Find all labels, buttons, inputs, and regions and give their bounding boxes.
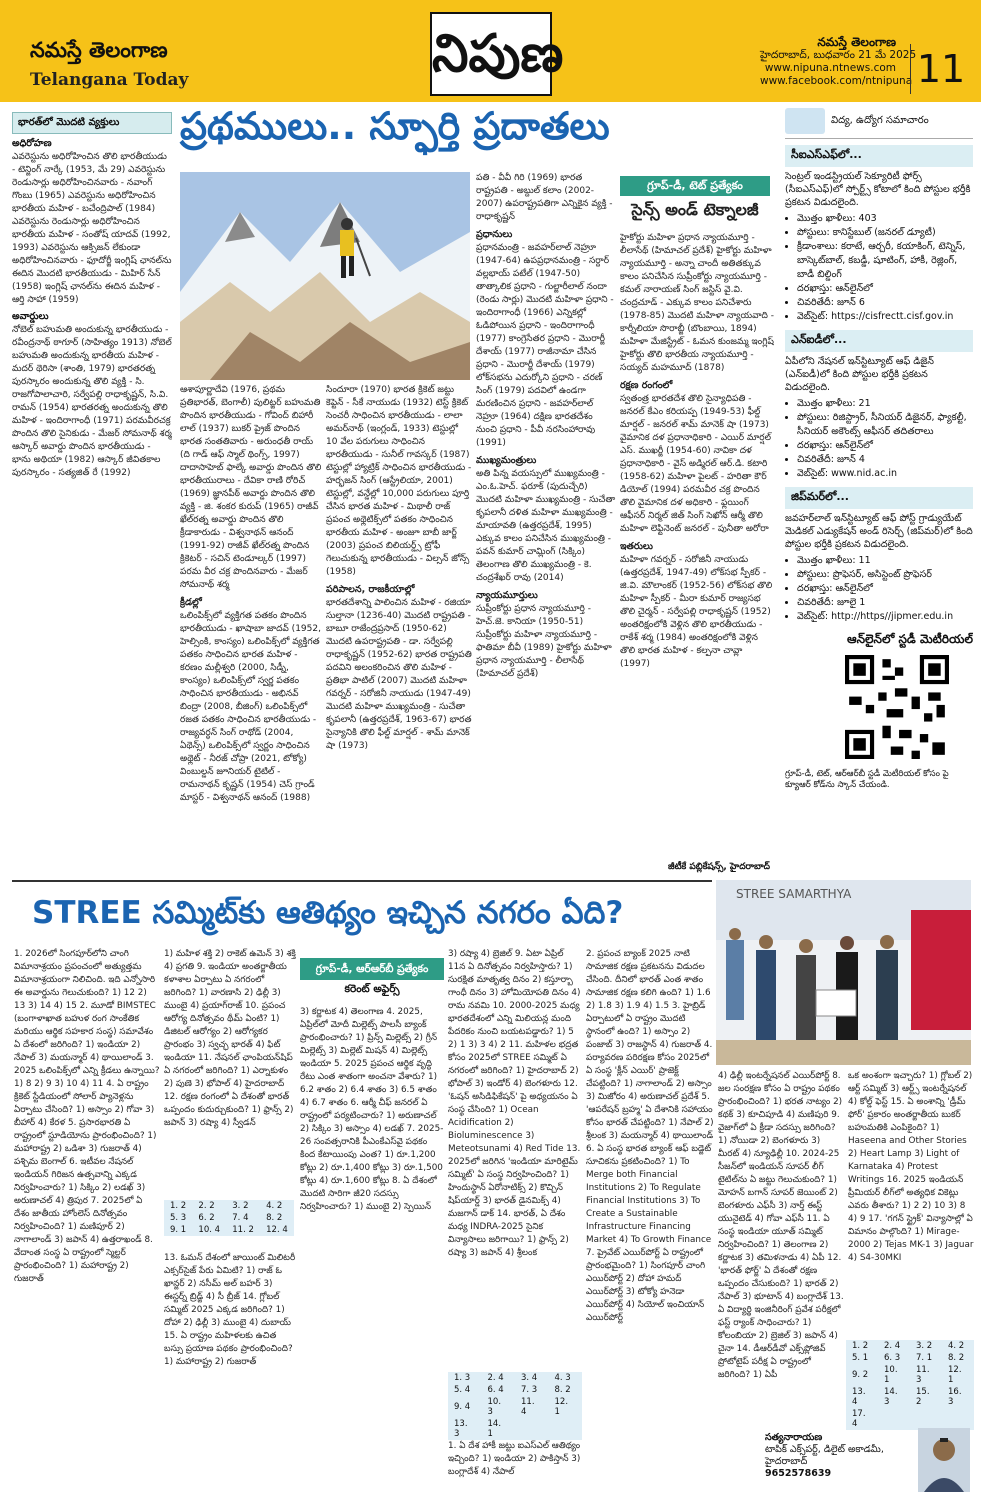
newspaper-logo-english: Telangana Today xyxy=(30,70,189,90)
answer-cell: 1. 2 xyxy=(170,1201,187,1211)
answer-cell: 7. 4 xyxy=(232,1213,249,1223)
qr-code-icon[interactable] xyxy=(845,655,949,759)
paper-name: నమస్తే తెలంగాణ xyxy=(817,35,896,49)
job-detail: • పోస్టులు: రిజిస్ట్రార్, సీనియర్ డిజైనర్, ఫ్యాకల్టీ, సీనియర్ అకౌంట్స్ ఆఫీసర్ తదితరాలు xyxy=(797,411,973,439)
job-details xyxy=(785,397,973,481)
article-text: సిందూరా (1970) భారత క్రికెట్ జట్టు కెప్టెన్ - సీకే నాయుడు (1932) టెస్ట్ క్రికెట్ సెంచరీ సాధించిన భారతీయుడు - లాలా అమర్‌నాథ్ (ఇంగ్లండ్, 1933) టెస్టుల్లో 10 వేల పరుగులు సాధించిన భారతీయుడు - సునీల్ గావస్కర్ (1987) టెస్టుల్లో హ్యాట్రిక్ సాధించిన భారతీయుడు - హర్భజన్ సింగ్ (ఆస్ట్రేలియా, 2001) టెస్టుల్లో, వన్డేల్లో 10,000 పరుగులు పూర్తి చేసిన భారత మహిళ - మిథాలీ రాజ్ ప్రపంచ అథ్లెటిక్స్‌లో పతకం సాధించిన భారతీయ మహిళ - అంజూ బాబీ జార్జ్ (2003) ప్రపంచ బిలియర్డ్స్ ట్రోఫీ గెలుచుకున్న భారతీయుడు - విల్సన్ జోన్స్ (1958) xyxy=(326,385,472,577)
date-line: హైదరాబాద్, బుధవారం 21 మే 2025 xyxy=(760,49,917,61)
answer-cell: 2. 4 xyxy=(487,1373,504,1383)
answer-row xyxy=(448,1418,582,1440)
jobs-column-header xyxy=(785,108,973,139)
answer-cell: 10. 3 xyxy=(487,1397,502,1417)
answer-cell: 6. 3 xyxy=(884,1353,901,1363)
job-detail: • చివరితేదీ: జూన్ 4 xyxy=(797,453,973,467)
article-text: సుప్రీంకోర్టు ప్రధాన న్యాయమూర్తి - హెచ్.జె. కానియా (1950-51) సుప్రీంకోర్టు మహిళా న్యాయమూర్తి - ఫాతిమా బీవీ (1989) హైకోర్టు మహిళా ప్రధాన న్యాయమూర్తి - లీలాసేథ్ (హిమాచల్ ప్రదేశ్) xyxy=(476,604,612,679)
article-text: అతి పిన్న వయస్సులో ముఖ్యమంత్రి - ఎం.ఓ.హెచ్. ఫరూక్ (పుదుచ్చేరి) మొదటి మహిళా ముఖ్యమంత్రి - సుచేతా కృపలానీ దళిత మహిళా ముఖ్యమంత్రి - మాయావతి (ఉత్తరప్రదేశ్, 1995) ఎక్కువ కాలం పనిచేసిన ముఖ్యమంత్రి - పవన్ కుమార్ చామ్లింగ్ (సిక్కిం) తెలంగాణ తొలి ముఖ్యమంత్రి - కె. చంద్రశేఖర్ రావు (2014) xyxy=(476,469,616,583)
author-photo xyxy=(918,1428,970,1492)
article-text: ఆశాపూర్ణాదేవి (1976, ప్రథమ ప్రతిభారత్, బెంగాలీ) పులిట్జర్ బహుమతి పొందిన భారతీయుడు - గోవింద్ బిహారీ లాల్ (1937) బుకర్ ప్రైజ్ పొందిన భారత సంతతివారు - అరుంధతీ రాయ్ (ది గాడ్ ఆఫ్ స్మాల్ థింగ్స్, 1997) దాదాసాహెబ్ ఫాల్కే అవార్డు పొందిన తొలి భారతీయురాలు - దేవికా రాణి రోరిచ్ (1969) జ్ఞానపీఠ్ అవార్డు పొందిన తొలి వ్యక్తి - జి. శంకర కురుప్ (1965) రాజీవ్ ఖేల్‌రత్న అవార్డు పొందిన తొలి క్రీడాకారుడు - విశ్వనాథన్ ఆనంద్ (1991-92) రాజీవ్ ఖేల్‌రత్న పొందిన క్రికెటర్ - సచిన్ టెండూల్కర్ (1997) పరమ వీర చక్ర పొందినవారు - మేజర్ సోమనాథ్ శర్మ xyxy=(180,385,322,590)
article-subhead: ఇతరులు xyxy=(620,541,653,552)
article-subhead: పరిపాలన, రాజకీయాల్లో xyxy=(326,584,415,595)
author-phone: 9652578639 xyxy=(765,1468,832,1479)
job-detail: • పోస్టులు: ప్రొఫెసర్, అసిస్టెంట్ ప్రొఫెసర్ xyxy=(797,568,973,582)
answer-cell: 14. 1 xyxy=(487,1419,502,1439)
quiz-questions: 1. 2026లో సింగపూర్‌లోని చాంగి విమానాశ్రయం ప్రపంచంలో అత్యుత్తమ విమానాశ్రయంగా నిలిచింది. ఇది ఎన్నోసారి ఈ అవార్డును గెలుచుకుంది? 1) 12 2) 13 3) 14 4) 15 2. మూడో BIMSTEC (బంగాళాఖాత బహుళ రంగ సాంకేతిక మరియు ఆర్థిక సహకార సంస్థ) సమావేశం ఏ దేశంలో జరిగింది? 1) ఇండియా 2) నేపాల్ 3) మయన్మార్ 4) థాయిలాండ్ 3. 2025 ఒలింపిక్స్‌లో ఎన్ని క్రీడలు ఉన్నాయి? 1) 8 2) 9 3) 10 4) 11 4. ఏ రాష్ట్రం క్రికెట్ స్టేడియంలో సోలార్ ప్యానెళ్లను ఏర్పాటు చేసింది? 1) అస్సాం 2) గోవా 3) బీహార్ 4) కేరళ 5. ప్రసారభారతి ఏ రాష్ట్రంలో స్టూడియోను ప్రారంభించింది? 1) మహారాష్ట్ర 2) ఒడిశా 3) గుజరాత్ 4) పశ్చిమ బెంగాల్ 6. ఇటీవల నేషనల్ ఇండియన్ గిరిజన ఉత్సవాన్ని ఎక్కడ నిర్వహించారు? 1) సిక్కిం 2) లడఖ్ 3) అరుణాచల్ 4) త్రిపుర 7. 2025లో ఏ దేశం జాతీయ హోంలెస్ దినోత్సవం నిర్వహించింది? 1) మణిపూర్ 2) నాగాలాండ్ 3) జపాన్ 4) ఉత్తరాఖండ్ 8. వేదాంత సంస్థ ఏ రాష్ట్రంలో స్మెల్టర్ ప్రారంభించింది? 1) మహారాష్ట్ర 2) గుజరాత్ xyxy=(14,949,160,1284)
masthead-info xyxy=(760,35,917,88)
quiz-section-subject: కరెంట్ అఫైర్స్ xyxy=(344,983,400,995)
quiz-questions: 3) కర్ణాటక 4) తెలంగాణ 4. 2025, ఏప్రిల్‌లో మోదీ మిల్లెట్స్ పాలసీ బ్యాంక్ ప్రారంభించారు? 1) ప్రిన్స్ మిల్లెట్స్ 2) గ్రీన్ మిల్లెట్స్ 3) మిల్లెట్ మిషన్ 4) మిల్లెట్స్ ఇండియా 5. 2025 ప్రపంచ ఆర్థిక వృద్ధి రేటు ఎంత శాతంగా అంచనా వేశారు? 1) 6.2 శాతం 2) 6.4 శాతం 3) 6.5 శాతం 4) 6.7 శాతం 6. ఆర్మీ చీఫ్ జనరల్ ఏ రాష్ట్రంలో పర్యటించారు? 1) అరుణాచల్ 2) సిక్కిం 3) అస్సాం 4) లడఖ్ 7. 2025-26 సంవత్సరానికి పీఎంకేఎస్‌వై పథకం కింద కేటాయింపు ఎంత? 1) రూ.1,200 కోట్లు 2) రూ.1,400 కోట్లు 3) రూ.1,500 కోట్లు 4) రూ.1,600 కోట్లు 8. ఏ దేశంలో మొదటి సారిగా జీ20 సదస్సు నిర్వహించారు? 1) ముంబై 2) స్పెయిన్ xyxy=(300,1007,444,1212)
article-subhead: క్రీడల్లో xyxy=(180,597,202,608)
article-subhead: ప్రధానులు xyxy=(476,229,513,240)
answer-table-1 xyxy=(164,1200,294,1236)
article-text: ఒలింపిక్స్‌లో వ్యక్తిగత పతకం పొందిన భారతీయుడు - ఖాషాబా జాదవ్ (1952, హెల్సింకి, కాంస్యం) ఒలింపిక్స్‌లో వ్యక్తిగత పతకం సాధించిన భారత మహిళ - కరణం మల్లీశ్వరి (2000, సిడ్నీ, కాంస్యం) ఒలింపిక్స్‌లో స్వర్ణ పతకం సాధించిన భారతీయుడు - అభినవ్ బింద్రా (2008, బీజింగ్) ఒలింపిక్స్‌లో రజత పతకం సాధించిన భారతీయుడు - రాజ్యవర్ధన్ సింగ్ రాథోడ్ (2004, ఏథెన్స్) ఒలింపిక్స్‌లో స్వర్ణం సాధించిన అథ్లెట్ - నీరజ్ చోప్రా (2021, టోక్యో) వింబుల్డన్ జూనియర్ టైటిల్ - రామనాథన్ కృష్ణన్ (1954) చెస్ గ్రాండ్ మాస్టర్ - విశ్వనాథన్ ఆనంద్ (1988) xyxy=(180,611,321,803)
job-intro: జవహర్‌లాల్ ఇన్‌స్టిట్యూట్ ఆఫ్ పోస్ట్ గ్రాడ్యుయేట్ మెడికల్ ఎడ్యుకేషన్ అండ్ రిసెర్చ్ (జిప్‌మర్)లో కింది పోస్టుల భర్తీకి ప్రకటన విడుదలైంది. xyxy=(785,513,973,550)
job-detail: • మొత్తం ఖాళీలు: 11 xyxy=(797,554,973,568)
mountain-illustration xyxy=(180,172,470,380)
answer-row xyxy=(846,1352,974,1364)
study-material-title: ఆన్‌లైన్‌లో స్టడీ మెటీరియల్ xyxy=(847,632,973,646)
quiz-questions: 3) రష్యా 4) బ్రెజిల్ 9. ఏటా ఏప్రిల్ 11న ఏ దినోత్సవం నిర్వహిస్తారు? 1) సురక్షిత మాతృత్వ దినం 2) కస్తూర్బా గాంధీ దినం 3) హోమియోపతి దినం 4) రామ నవమి 10. 2000-2025 మధ్య భారతదేశంలో ఎన్ని మిలియన్ల మంది పేదరికం నుంచి బయటపడ్డారు? 1) 5 2) 1 3) 3 4) 2 11. మహిళల భద్రత కోసం 2025లో STREE సమ్మిట్ ఏ నగరంలో జరిగింది? 1) హైదరాబాద్ 2) భోపాల్ 3) ఇండోర్ 4) బెంగళూరు 12. 'ఓషన్ అసిడిఫికేషన్' పై అధ్యయనం ఏ సంస్థ చేసింది? 1) Ocean Acidification 2) Bioluminescence 3) Meteotsunami 4) Red Tide 13. 2025లో జరిగిన 'ఇండియా మారిటైమ్ సమ్మిట్' ఏ సంస్థ నిర్వహించింది? 1) హిందుస్థాన్ ఏరోనాటిక్స్ 2) కొచ్చిన్ షిప్‌యార్డ్ 3) భారత్ డైనమిక్స్ 4) మజగాన్ డాక్ 14. భారత్, ఏ దేశం మధ్య INDRA-2025 సైనిక విన్యాసాలు జరిగాయి? 1) ఫ్రాన్స్ 2) రష్యా 3) జపాన్ 4) శ్రీలంక xyxy=(448,949,581,1258)
answer-cell: 17. 4 xyxy=(852,1409,866,1429)
job-detail: • దరఖాస్తు: ఆన్‌లైన్‌లో xyxy=(797,582,973,596)
answer-cell xyxy=(878,1408,910,1430)
job-details xyxy=(785,554,973,624)
job-detail: • చివరితేదీ: జూలై 1 xyxy=(797,596,973,610)
website-link[interactable]: www.nipuna.ntnews.com xyxy=(764,62,896,74)
answer-table-2 xyxy=(448,1372,582,1440)
article-column-2 xyxy=(326,384,472,864)
author-name: సత్యనారాయణ xyxy=(765,1432,823,1443)
answer-cell: 9. 1 xyxy=(170,1225,187,1235)
answer-row xyxy=(448,1372,582,1384)
quiz-questions: 13. ఓమన్ దేశంలో జాయింట్ మిలిటరీ ఎక్సర్‌సైజ్ పేరు ఏమిటి? 1) రాజ్ ఓ ఖాన్జర్ 2) నసీమ్ అల్ బహర్ 3) ఈస్టర్న్ బ్రిడ్జ్ 4) సీ బ్రీజ్ 14. గ్లోబల్ సమ్మిట్ 2025 ఎక్కడ జరిగింది? 1) దోహా 2) ఢిల్లీ 3) ముంబై 4) దుబాయ్ 15. ఏ రాష్ట్రం మహిళలకు ఉచిత బస్సు ప్రయాణ పథకం ప్రారంభించింది? 1) మహారాష్ట్ర 2) గుజరాత్ xyxy=(164,1253,296,1367)
page-number: 11 xyxy=(910,44,971,94)
job-detail: • పోస్టులు: కానిస్టేబుల్ (జనరల్ డ్యూటీ) xyxy=(797,226,973,240)
sidebar-header: భారత్‌లో మొదటి వ్యక్తులు xyxy=(12,112,172,134)
answer-cell: 9. 4 xyxy=(454,1402,471,1412)
quiz-column-7 xyxy=(848,1070,974,1336)
person-icon xyxy=(918,1428,970,1492)
job-heading: జిప్‌మర్‌లో... xyxy=(785,487,973,509)
banner-text: STREE SAMARTHYA xyxy=(736,887,852,901)
answer-cell: 3. 2 xyxy=(232,1201,249,1211)
mountaineer-photo xyxy=(180,172,470,380)
article-column-4 xyxy=(620,232,774,858)
sidebar-text: ఎవరెస్టును అధిరోహించిన తొలి భారతీయుడు - టెన్జింగ్ నార్కే (1953, మే 29) ఎవరెస్టును రెండుసార్లు అధిరోహించినవారు - నవాంగ్ గొంబు (1965) ఎవరెస్టును అధిరోహించిన భారతీయ మహిళ - బచేంద్రిపాల్ (1984) ఎవరెస్టును రెండుసార్లు అధిరోహించిన భారతీయ మహిళ - సంతోష్ యాదవ్ (1992, 1993) ఎవరెస్టును ఆక్సిజన్ లేకుండా అధిరోహించినవారు - ఫూదోర్జీ ఇంగ్లిష్ ఛానల్‌ను ఈదిన మొదటి భారతీయుడు - మిహిర్ సేన్ (1958) ఇంగ్లిష్ ఛానల్‌ను ఈదిన మహిళ - ఆర్తి సాహా (1959) xyxy=(12,152,172,305)
quiz-column-2 xyxy=(164,948,296,1198)
answer-table-3 xyxy=(846,1340,974,1430)
supplement-title: నిపుణ xyxy=(430,12,552,96)
publisher-credit: జీటీకే పబ్లికేషన్స్, హైదరాబాద్ xyxy=(668,862,770,872)
answer-cell: 16. 3 xyxy=(948,1387,962,1407)
jobs-column-title: విద్య, ఉద్యోగ సమాచారం xyxy=(831,115,929,126)
answer-cell: 11. 2 xyxy=(232,1225,254,1235)
answer-row xyxy=(846,1386,974,1408)
answer-cell: 5. 4 xyxy=(454,1385,471,1395)
section-tag: గ్రూప్-డీ, టెట్ ప్రత్యేకం xyxy=(620,176,770,196)
article-text: పతి - వీవీ గిరి (1969) భారత రాష్ట్రపతి - అబ్దుల్ కలాం (2002-2007) ఉపరాష్ట్రపతిగా ఎన్నికైన వ్యక్తి - రాధాకృష్ణన్ xyxy=(476,173,613,222)
answer-cell: 4. 2 xyxy=(266,1201,283,1211)
job-detail: • మొత్తం ఖాళీలు: 403 xyxy=(797,212,973,226)
answer-cell: 14. 3 xyxy=(884,1387,898,1407)
quiz-questions: 1. ఏ దేశ హాకీ జట్టు ఐఎస్‌ఎల్ ఆతిథ్యం ఇచ్చింది? 1) ఇండియా 2) పాకిస్తాన్ 3) బంగ్లాదేశ్ 4) నేపాల్ xyxy=(448,1441,581,1477)
quiz-questions: ఒక అంశంగా ఇచ్చారు? 1) గ్లోబల్ 2) ఆర్ట్ సమ్మిట్ 3) ఆర్ట్స్ ఇంటర్నేషనల్ 4) కోల్డ్ ఫెస్ట్ 15. ఏ అంశాన్ని 'డ్రీమ్ ఫోర్' ప్రకారం అంతర్జాతీయ బుకర్ బహుమతికి ఎంపికైంది? 1) Haseena and Other Stories 2) Heart Lamp 3) Light of Karnataka 4) Protest Writings 16. 2025 ఇండియన్ ప్రీమియర్ లీగ్‌లో అత్యధిక వికెట్లు ఎవరు తీశారు? 1) 2 2) 10 3) 8 4) 9 17. 'గగన్ స్ట్రైక్' విన్యాసాల్లో ఏ విమానం పాల్గొంది? 1) Mirage-2000 2) Tejas MK-1 3) Jaguar 4) S4-30MKI xyxy=(848,1071,974,1263)
answer-cell: 1. 2 xyxy=(852,1341,869,1351)
answer-row xyxy=(846,1364,974,1386)
article-subhead: రక్షణ రంగంలో xyxy=(620,380,673,391)
quiz-column-4b xyxy=(448,1440,582,1494)
article-column-1 xyxy=(180,384,322,864)
answer-cell: 3. 2 xyxy=(916,1341,933,1351)
jobs-column xyxy=(785,108,973,868)
article-text: ప్రధానమంత్రి - జవహర్‌లాల్ నెహ్రూ (1947-64) ఉపప్రధానమంత్రి - సర్దార్ వల్లభాయ్ పటేల్ (1947-50) తాత్కాలిక ప్రధాని - గుల్జారీలాల్ నందా (రెండు సార్లు) మొదటి మహిళా ప్రధాని - ఇందిరాగాంధీ (1966) ఎన్నికల్లో ఓడిపోయిన ప్రధాని - ఇందిరాగాంధీ (1977) కాంగ్రెసేతర ప్రధాని - మొరార్జీ దేశాయ్ (1977) రాజీనామా చేసిన ప్రధాని - మొరార్జీ దేశాయ్ (1979) లోక్‌సభను ఎదుర్కోని ప్రధాని - చరణ్ సింగ్ (1979) పదవిలో ఉండగా మరణించిన ప్రధాని - జవహర్‌లాల్ నెహ్రూ (1964) దక్షిణ భారతదేశం నుంచి ప్రధాని - పీవీ నరసింహారావు (1991) xyxy=(476,243,614,448)
job-details xyxy=(785,212,973,324)
answer-row xyxy=(846,1340,974,1352)
answer-cell: 6. 2 xyxy=(198,1213,215,1223)
answer-cell xyxy=(515,1418,549,1440)
quiz-column-6 xyxy=(718,1070,844,1494)
article-text: హైకోర్టు మహిళా ప్రధాన న్యాయమూర్తి - లీలాసేథ్ (హిమాచల్ ప్రదేశ్) హైకోర్టు మహిళా న్యాయమూర్తి - అన్నా చాందీ అతితక్కువ కాలం పనిచేసిన సుప్రీంకోర్టు న్యాయమూర్తి - కమల్ నారాయణ్ సింగ్ జస్టిస్ వై.వి. చంద్రచూడ్ - ఎక్కువ కాలం పనిచేశారు (1978-85) మొదటి మహిళా న్యాయవాది - కార్నీలియా సొరాబ్జీ (బొంబాయి, 1894) మహిళా మేజిస్ట్రేట్ - ఓమన కుంజమ్మ ఇంగ్లిష్ హైకోర్టు తొలి భారతీయ న్యాయమూర్తి - సయ్యద్ మహమూద్ (1878) xyxy=(620,233,774,373)
answer-row xyxy=(448,1396,582,1418)
job-detail: • చివరితేదీ: జూన్ 6 xyxy=(797,296,973,310)
quiz-column-2b xyxy=(164,1252,296,1492)
event-illustration xyxy=(716,880,971,1065)
answer-cell: 7. 3 xyxy=(521,1385,538,1395)
answer-cell: 13. 3 xyxy=(454,1419,468,1439)
answer-row xyxy=(846,1408,974,1430)
article-text: భారతదేశాన్ని పాలించిన మహిళ - రజియా సుల్తానా (1236-40) మొదటి రాష్ట్రపతి - బాబూ రాజేంద్రప్రసాద్ (1950-62) మొదటి ఉపరాష్ట్రపతి - డా. సర్వేపల్లి రాధాకృష్ణన్ (1952-62) భారత రాష్ట్రపతి పదవిని అలంకరించిన తొలి మహిళ - ప్రతిభా పాటిల్ (2007) మొదటి మహిళా గవర్నర్ - సరోజినీ నాయుడు (1947-49) మొదటి మహిళా ముఖ్యమంత్రి - సుచేతా కృపలానీ (ఉత్తరప్రదేశ్, 1963-67) భారత సైన్యానికి తొలి ఫీల్డ్ మార్షల్ - శామ్ మానెక్ షా (1973) xyxy=(326,598,472,751)
sidebar-subhead: అవార్డులు xyxy=(12,311,49,322)
answer-row xyxy=(164,1212,294,1224)
answer-cell: 8. 2 xyxy=(266,1213,283,1223)
author-role: టాపిక్ ఎక్స్‌పర్ట్, డిలైట్ అకాడమీ, హైదరాబాద్ xyxy=(765,1444,884,1467)
qr-note: గ్రూప్-డీ, టెట్, ఆర్ఆర్‌బీ స్టడీ మెటీరియల్ కోసం పై క్యూఆర్ కోడ్‌ను స్కాన్ చేయండి. xyxy=(785,769,949,790)
graduation-icon xyxy=(785,108,825,134)
answer-cell: 1. 3 xyxy=(454,1373,471,1383)
answer-row xyxy=(164,1200,294,1212)
answer-cell: 12. 1 xyxy=(554,1397,569,1417)
answer-cell: 4. 2 xyxy=(948,1341,965,1351)
quiz-headline: STREE సమ్మిట్‌కు ఆతిథ్యం ఇచ్చిన నగరం ఏది? xyxy=(32,895,624,931)
job-website-link[interactable]: • వెబ్‌సైట్: http://https//jipmer.edu.in xyxy=(797,610,973,624)
quiz-column-3 xyxy=(300,1006,444,1492)
quiz-column-5 xyxy=(586,948,714,1494)
answer-cell: 12. 1 xyxy=(948,1365,962,1385)
article-text: మహిళా గవర్నర్ - సరోజినీ నాయుడు (ఉత్తరప్రదేశ్, 1947-49) లోక్‌సభ స్పీకర్ - జి.వి. మౌలాంకర్ (1952-56) లోక్‌సభ తొలి మహిళా స్పీకర్ - మీరా కుమార్ రాజ్యసభ తొలి చైర్మన్ - సర్వేపల్లి రాధాకృష్ణన్ (1952) అంతరిక్షంలోకి వెళ్లిన తొలి భారతీయుడు - రాకేశ్ శర్మ (1984) అంతరిక్షంలోకి వెళ్లిన తొలి భారత మహిళ - కల్పనా చావ్లా (1997) xyxy=(620,555,773,669)
answer-cell: 12. 4 xyxy=(266,1225,288,1235)
facebook-link[interactable]: www.facebook.com/ntnipuna xyxy=(760,75,913,87)
answer-row xyxy=(164,1224,294,1236)
article-subhead: ముఖ్యమంత్రులు xyxy=(476,455,537,466)
job-detail: • క్రీడాంశాలు: కరాటే, ఆర్చరీ, కయాకింగ్, టెన్నిస్, బాస్కెట్‌బాల్, కబడ్డీ, షూటింగ్, హాకీ, రెజ్లింగ్, బాడీ బిల్డింగ్ xyxy=(797,240,973,282)
job-website-link[interactable]: • వెబ్‌సైట్: www.nid.ac.in xyxy=(797,467,973,481)
quiz-column-4 xyxy=(448,948,582,1368)
quiz-section-tag: గ్రూప్-డీ, ఆర్ఆర్‌బీ ప్రత్యేకం xyxy=(300,958,444,980)
sidebar-text: నోబెల్ బహుమతి అందుకున్న భారతీయుడు - రవీంద్రనాథ్ ఠాగూర్ (సాహిత్యం 1913) నోబెల్ బహుమతి అందుకున్న భారతీయ మహిళ - మదర్ థెరిసా (శాంతి, 1979) భారతరత్న పురస్కారం అందుకున్న తొలి వ్యక్తి - సి. రాజగోపాలాచారి, సర్వేపల్లి రాధాకృష్ణన్, సి.వి. రామన్ (1954) భారతరత్న అందుకున్న తొలి మహిళ - ఇందిరాగాంధీ (1971) పరమవీరచక్ర పొందిన తొలి సైనికుడు - మేజర్ సోమనాథ్ శర్మ ఆస్కార్ అవార్డు పొందిన భారతీయుడు - భాను అథియా (1982) ఆస్కార్ జీవితకాల పురస్కారం - సత్యజిత్ రే (1992) xyxy=(12,325,172,478)
section-divider xyxy=(12,880,712,882)
article-column-3 xyxy=(476,172,616,864)
job-detail: • దరఖాస్తు: ఆన్‌లైన్‌లో xyxy=(797,439,973,453)
answer-cell: 2. 4 xyxy=(884,1341,901,1351)
job-heading: సీఐఎస్ఎఫ్‌లో... xyxy=(785,145,973,167)
answer-cell: 7. 1 xyxy=(916,1353,933,1363)
job-intro: ఏపీలోని నేషనల్ ఇన్‌స్టిట్యూట్ ఆఫ్ డిజైన్ (ఎన్ఐడీ)లో కింది పోస్టుల భర్తీకి ప్రకటన విడుదలైంది. xyxy=(785,356,934,393)
answer-row xyxy=(448,1384,582,1396)
answer-cell: 6. 4 xyxy=(487,1385,504,1395)
newspaper-logo-telugu: నమస్తే తెలంగాణ xyxy=(30,38,168,62)
section-subject: సైన్స్ అండ్ టెక్నాలజీ xyxy=(631,200,759,219)
stree-summit-photo xyxy=(716,880,971,1065)
answer-cell: 2. 2 xyxy=(198,1201,215,1211)
job-intro: సెంట్రల్ ఇండస్ట్రియల్ సెక్యూరిటీ ఫోర్స్ (సీఐఎస్ఎఫ్)లో స్పోర్ట్స్ కోటాలో కింది పోస్టుల భర్తీకి ప్రకటన విడుదలైంది. xyxy=(785,171,971,208)
answer-cell: 5. 3 xyxy=(170,1213,187,1223)
quiz-questions: 2. ప్రపంచ బ్యాంక్ 2025 నాటి సామాజిక రక్షణ ప్రకటనను విడుదల చేసింది. దీనిలో భారత్ ఎంత శాతం సామాజిక రక్షణ కలిగి ఉంది? 1) 1.6 2) 1.8 3) 1.9 4) 1.5 3. హైబ్రిడ్ ఏర్పాటులో ఏ రాష్ట్రం మొదటి స్థానంలో ఉంది? 1) అస్సాం 2) పంజాబ్ 3) రాజస్థాన్ 4) గుజరాత్ 4. పర్యావరణ పరిరక్షణ కోసం 2025లో ఏ సంస్థ 'క్లీన్ ఎయిర్' ప్రాజెక్ట్ చేపట్టింది? 1) నాగాలాండ్ 2) అస్సాం 3) మిజోరం 4) అరుణాచల్ ప్రదేశ్ 5. 'ఆపరేషన్ బ్రహ్మ' ఏ దేశానికి సహాయం కోసం భారత్ చేపట్టింది? 1) నేపాల్ 2) శ్రీలంక 3) మయన్మార్ 4) థాయిలాండ్ 6. ఏ సంస్థ భారత బ్యాంక్ ఆఫ్ బడ్జెట్ సూచికను ప్రకటించింది? 1) To Merge both Financial Institutions 2) To Regulate Financial Institutions 3) To Create a Sustainable Infrastructure Financing Market 4) To Growth Finance 7. ప్రైవేట్ ఎయిర్‌పోర్ట్ ఏ రాష్ట్రంలో ప్రారంభమైంది? 1) సింగపూర్ చాంగి ఎయిర్‌పోర్ట్ 2) దోహా హమద్ ఎయిర్‌పోర్ట్ 3) టోక్యో హనెడా ఎయిర్‌పోర్ట్ 4) సియోల్ ఇంచియాన్ ఎయిర్‌పోర్ట్ xyxy=(586,949,714,1323)
answer-cell xyxy=(942,1408,974,1430)
answer-cell: 11. 3 xyxy=(916,1365,930,1385)
job-detail: • మొత్తం ఖాళీలు: 21 xyxy=(797,397,973,411)
answer-cell: 5. 1 xyxy=(852,1353,869,1363)
answer-cell xyxy=(910,1408,942,1430)
answer-cell xyxy=(549,1418,583,1440)
firsts-sidebar xyxy=(12,112,172,872)
article-text: స్వతంత్ర భారతదేశ తొలి సైన్యాధిపతి - జనరల్ కేఎం కరియప్ప (1949-53) ఫీల్డ్ మార్షల్ - జనరల్ శామ్ మానెక్ షా (1973) వైమానిక దళ ప్రధానాధికారి - ఎయిర్ మార్షల్ ఎస్. ముఖర్జీ (1954-60) నావికా దళ ప్రధానాధికారి - వైస్ అడ్మిరల్ ఆర్.డి. కటారి (1958-62) మహిళా పైలట్ - హరితా కౌర్ డియోల్ (1994) పరమవీర చక్ర పొందిన తొలి వైమానిక దళ అధికారి - ఫ్లయింగ్ ఆఫీసర్ నిర్మల్ జిత్ సింగ్ సెఖోన్ ఆర్మీ తొలి మహిళా లెఫ్టినెంట్ జనరల్ - పునీతా అరోరా xyxy=(620,394,772,534)
sidebar-subhead: అధిరోహణ xyxy=(12,138,52,149)
answer-cell: 9. 2 xyxy=(852,1370,869,1380)
answer-cell: 10. 4 xyxy=(198,1225,221,1235)
answer-cell: 4. 3 xyxy=(554,1373,571,1383)
answer-cell: 15. 2 xyxy=(916,1387,930,1407)
job-website-link[interactable]: • వెబ్‌సైట్: https://cisfrectt.cisf.gov.in xyxy=(797,310,973,324)
quiz-column-1 xyxy=(14,948,160,1378)
author-info xyxy=(765,1432,915,1480)
answer-cell: 13. 4 xyxy=(852,1387,866,1407)
article-subhead: న్యాయమూర్తులు xyxy=(476,590,538,601)
job-heading: ఎన్ఐడీలో... xyxy=(785,330,973,352)
quiz-questions: 1) మహిళ శక్తి 2) రాకెట్ ఉమెన్ 3) శక్తి 4) ప్రగతి 9. ఇండియా అంతర్జాతీయ కళాశాల ఏర్పాటు ఏ నగరంలో జరిగింది? 1) వారణాసి 2) ఢిల్లీ 3) ముంబై 4) ప్రయాగ్‌రాజ్ 10. ప్రపంచ ఆరోగ్య దినోత్సవం థీమ్ ఏంటి? 1) డిజిటల్ ఆరోగ్యం 2) ఆరోగ్యకర ప్రారంభం 3) స్వచ్ఛ భారత్ 4) ఫిట్ ఇండియా 11. నేషనల్ ఛాంపియన్‌షిప్ ఏ నగరంలో జరిగింది? 1) ఎర్నాకుళం 2) పుణె 3) భోపాల్ 4) హైదరాబాద్ 12. రక్షణ రంగంలో ఏ దేశంతో భారత్ ఒప్పందం కుదుర్చుకుంది? 1) ఫ్రాన్స్ 2) జపాన్ 3) రష్యా 4) స్వీడన్ xyxy=(164,949,296,1128)
quiz-questions: 4) ఢిల్లీ ఇంటర్నేషనల్ ఎయిర్‌పోర్ట్ 8. జల సంరక్షణ కోసం ఏ రాష్ట్రం పథకం ప్రారంభించింది? 1) భరత నాట్యం 2) కథక్ 3) కూచిపూడి 4) మణిపురి 9. వైజాగ్‌లో ఏ క్రీడా సదస్సు జరిగింది? 1) నోయిడా 2) బెంగళూరు 3) మీరట్ 4) న్యూఢిల్లీ 10. 2024-25 సీజన్‌లో ఇండియన్ సూపర్ లీగ్ టైటిల్‌ను ఏ జట్టు గెలుచుకుంది? 1) మోహన్ బగాన్ సూపర్ జెయింట్ 2) బెంగళూరు ఎఫ్‌సీ 3) నార్త్ ఈస్ట్ యునైటెడ్ 4) గోవా ఎఫ్‌సీ 11. ఏ సంస్థ ఇండియా యూత్ సమ్మిట్ నిర్వహించింది? 1) తెలంగాణ 2) కర్ణాటక 3) తమిళనాడు 4) ఏపీ 12. 'భారత్ ఫోర్జ్' ఏ దేశంతో రక్షణ ఒప్పందం చేసుకుంది? 1) భారత్ 2) నేపాల్ 3) భూటాన్ 4) బంగ్లాదేశ్ 13. ఏ విద్యార్థి ఇంజినీరింగ్ ప్రవేశ పరీక్షలో ఫస్ట్ ర్యాంక్ సాధించారు? 1) కోలంబియా 2) బ్రెజిల్ 3) జపాన్ 4) చైనా 14. డీఆర్‌డీవో ఎక్స్‌ప్లోజివ్ ప్రోటోటైప్ పరీక్ష ఏ రాష్ట్రంలో జరిగింది? 1) ఏపీ xyxy=(718,1071,844,1380)
answer-cell: 11. 4 xyxy=(521,1397,535,1417)
answer-cell: 8. 2 xyxy=(554,1385,571,1395)
main-headline: ప్రథములు.. స్ఫూర్తి ప్రదాతలు xyxy=(180,104,610,148)
answer-cell: 3. 4 xyxy=(521,1373,538,1383)
answer-cell: 10. 1 xyxy=(884,1365,898,1385)
answer-cell: 8. 2 xyxy=(948,1353,965,1363)
job-detail: • దరఖాస్తు: ఆన్‌లైన్‌లో xyxy=(797,282,973,296)
